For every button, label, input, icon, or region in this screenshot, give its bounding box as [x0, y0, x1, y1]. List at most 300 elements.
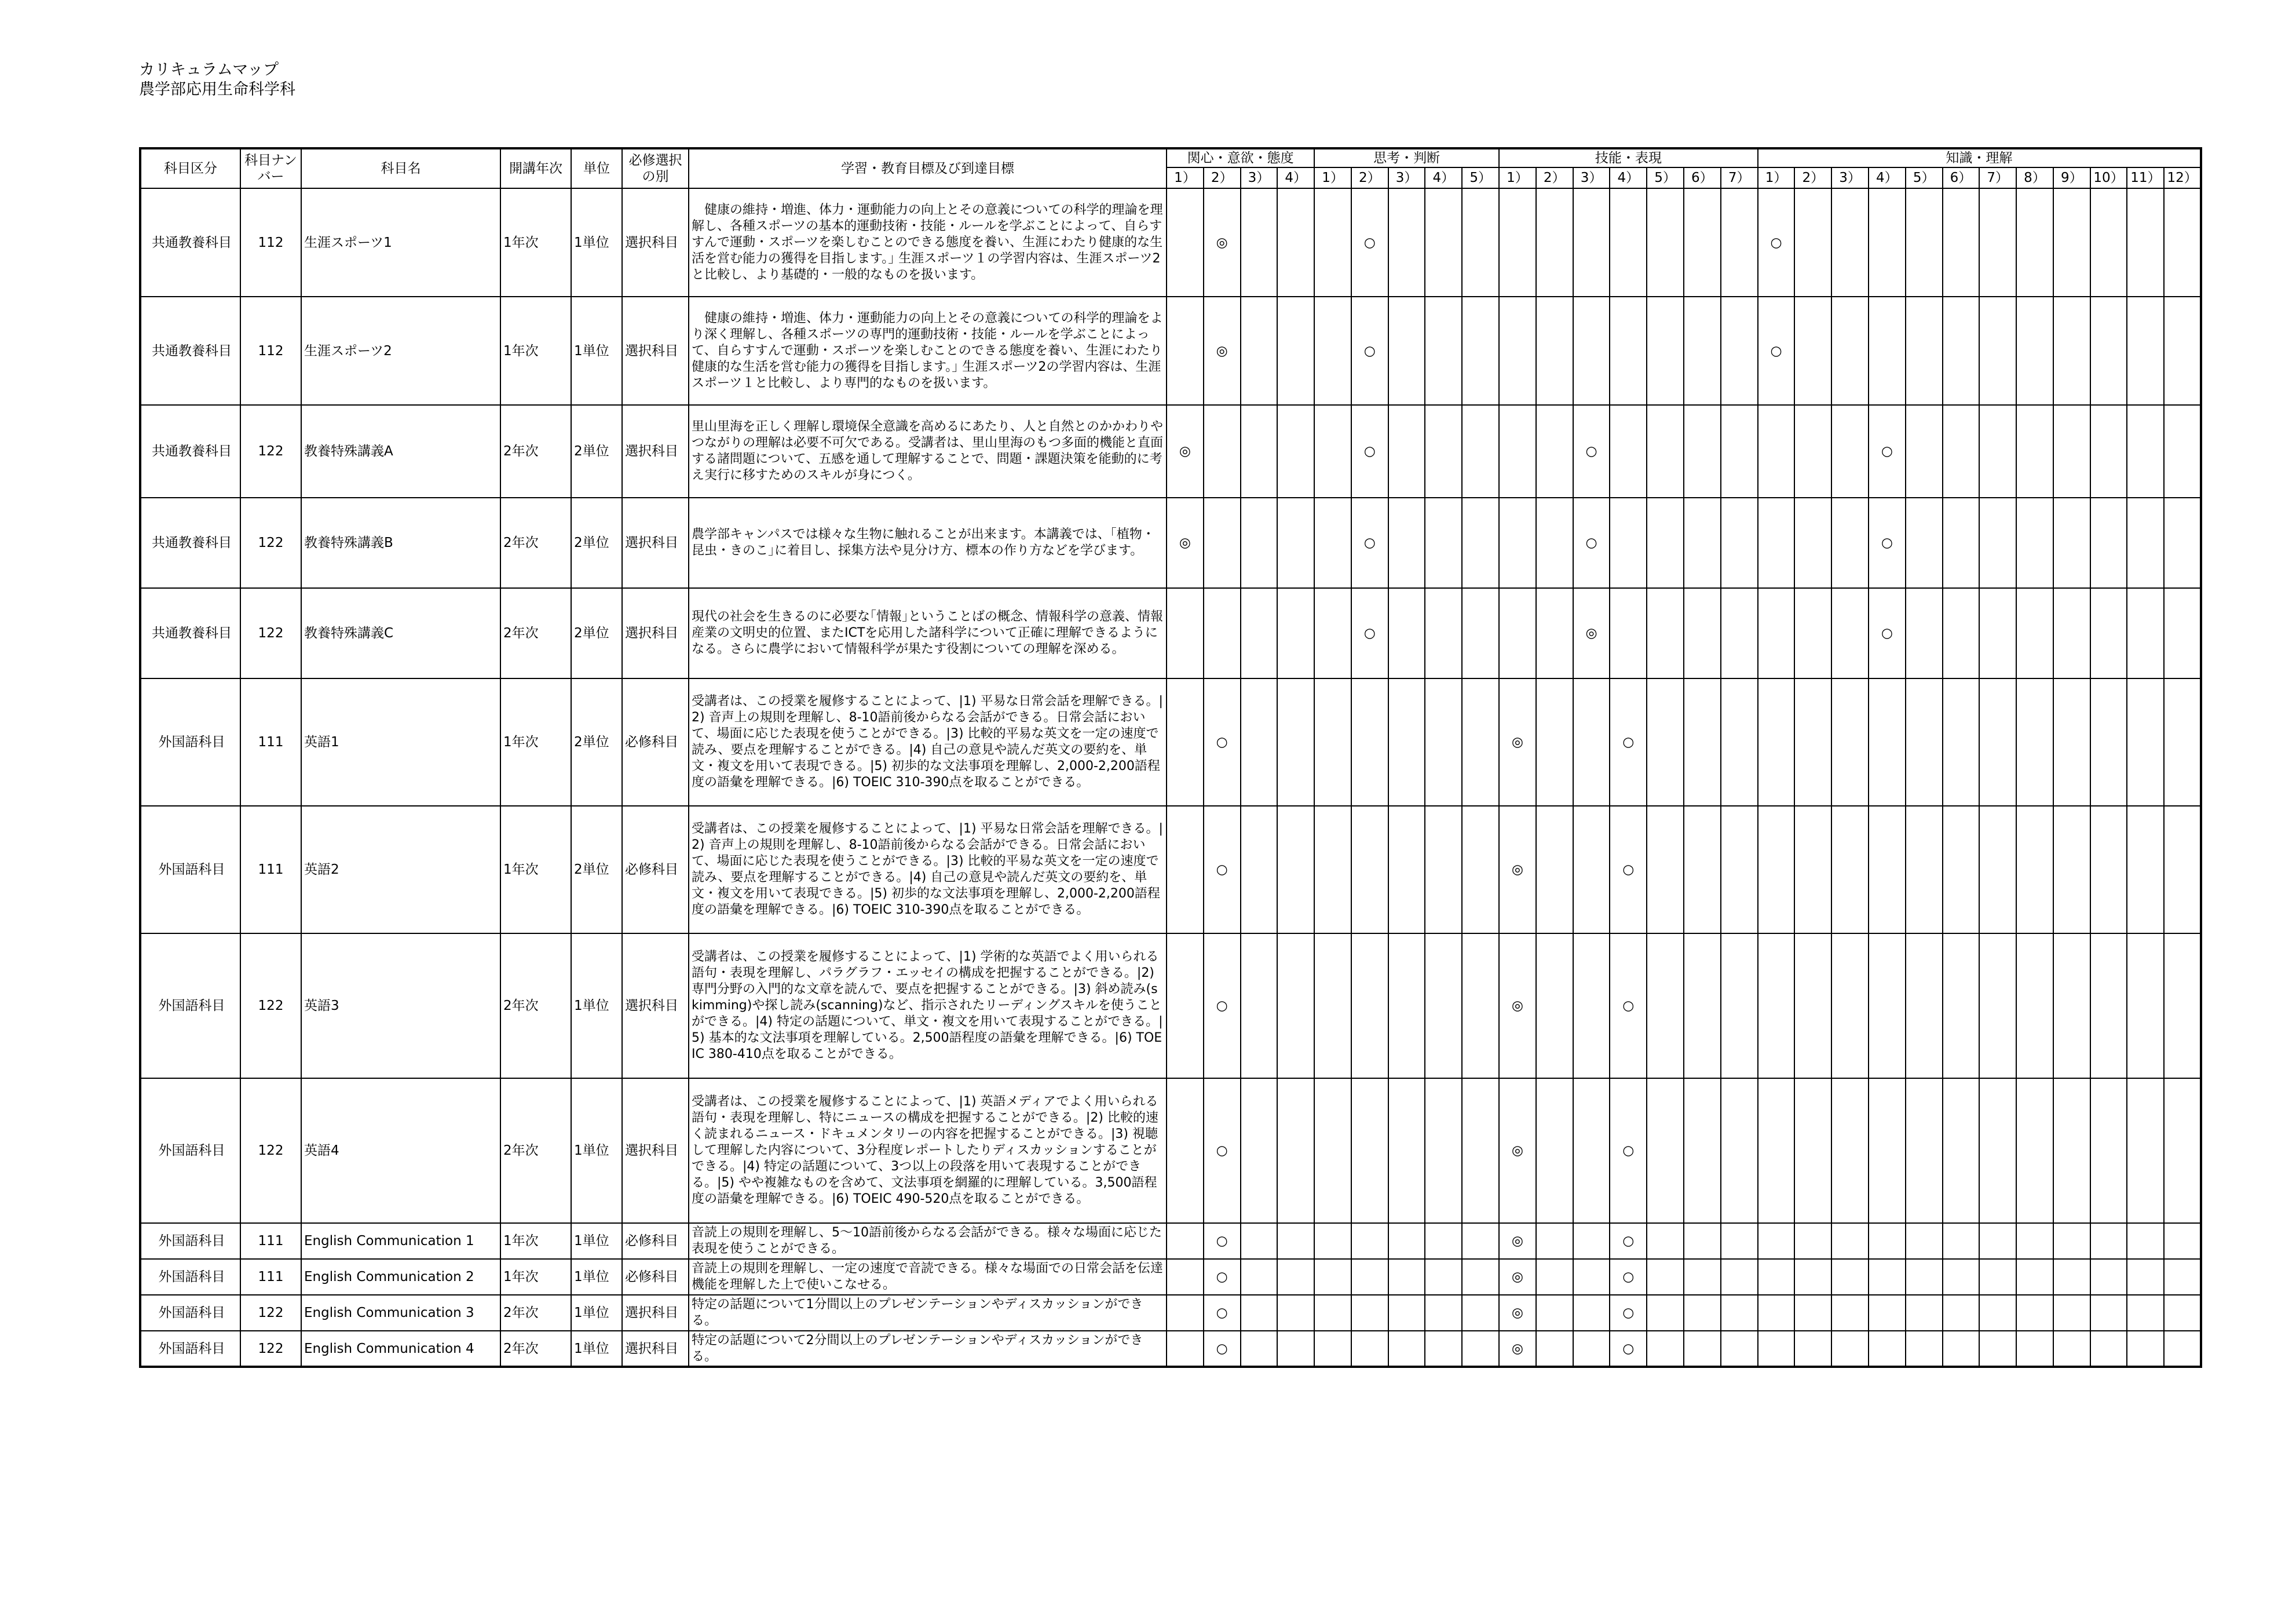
cell-mark — [1241, 1295, 1278, 1331]
cell-mark — [2090, 1078, 2127, 1223]
cell-name: 教養特殊講義B — [301, 498, 500, 588]
cell-mark — [1906, 405, 1943, 498]
cell-mark — [1241, 933, 1278, 1078]
table-row — [140, 297, 2201, 405]
cell-mark — [1869, 806, 1906, 933]
cell-mark — [1906, 1259, 1943, 1295]
cell-mark — [2053, 297, 2090, 405]
cell-number: 111 — [240, 678, 301, 806]
cell-mark — [1869, 678, 1906, 806]
cell-mark: ◎ — [1499, 1295, 1536, 1331]
cell-mark — [1906, 1223, 1943, 1259]
table-row — [140, 1331, 2201, 1367]
cell-credits: 1単位 — [571, 1331, 622, 1367]
cell-mark: ○ — [1204, 1259, 1241, 1295]
header-name: 科目名 — [301, 148, 500, 188]
cell-mark — [1314, 188, 1351, 297]
cell-mark — [1794, 806, 1831, 933]
cell-mark — [1721, 188, 1758, 297]
cell-mark — [1794, 933, 1831, 1078]
cell-mark — [1979, 1295, 2016, 1331]
cell-mark — [2127, 498, 2164, 588]
document-title — [139, 60, 295, 100]
cell-mark — [2016, 188, 2053, 297]
cell-mark — [2053, 1223, 2090, 1259]
cell-mark: ○ — [1351, 188, 1388, 297]
cell-mark — [2164, 188, 2201, 297]
cell-name: 教養特殊講義A — [301, 405, 500, 498]
cell-mark: ◎ — [1204, 297, 1241, 405]
title-line-2: 農学部応用生命科学科 — [139, 81, 295, 98]
cell-mark — [2016, 933, 2053, 1078]
cell-mark — [1979, 1223, 2016, 1259]
cell-mark — [1610, 498, 1647, 588]
cell-mark — [1167, 1295, 1204, 1331]
cell-credits: 2単位 — [571, 405, 622, 498]
cell-objective: 現代の社会を生きるのに必要な｢情報｣ということばの概念、情報科学の意義、情報産業の文明史的位置、またICTを応用した諸科学について正確に理解できるようになる。さらに農学において情報科学が果たす役割についての理解を深める。 — [689, 588, 1167, 678]
cell-mark — [1721, 405, 1758, 498]
header-subitem: 8） — [2016, 167, 2053, 188]
cell-objective: 受講者は、この授業を履修することによって、|1) 平易な日常会話を理解できる。|2) 音声上の規則を理解し、8-10語前後からなる会話ができる。日常会話において、場面に応じた表現を使うことができる。|3) 比較的平易な英文を一定の速度で読み、要点を理解することができる。|4) 自己の意見や読んだ英文の要約を、単文・複文を用いて表現できる。|5) 初歩的な文法事項を理解し、2,000-2,200語程度の語彙を理解できる。|6) TOEIC 310-390点を取ることができる。 — [689, 806, 1167, 933]
cell-mark — [2127, 1259, 2164, 1295]
cell-mark — [1241, 1331, 1278, 1367]
cell-mark — [2090, 806, 2127, 933]
cell-mark — [1869, 297, 1906, 405]
cell-mark — [1979, 405, 2016, 498]
cell-mark — [2127, 1295, 2164, 1331]
cell-mark — [2090, 405, 2127, 498]
cell-required: 必修科目 — [622, 806, 689, 933]
cell-mark — [1831, 1295, 1869, 1331]
cell-category: 外国語科目 — [140, 1295, 240, 1331]
cell-mark — [1204, 588, 1241, 678]
cell-mark — [2053, 588, 2090, 678]
cell-mark — [2053, 1259, 2090, 1295]
cell-year: 2年次 — [500, 498, 571, 588]
cell-credits: 2単位 — [571, 806, 622, 933]
cell-year: 1年次 — [500, 188, 571, 297]
cell-mark — [1684, 1331, 1721, 1367]
cell-mark — [1277, 806, 1314, 933]
cell-category: 共通教養科目 — [140, 297, 240, 405]
table-row — [140, 405, 2201, 498]
header-subitem: 4） — [1869, 167, 1906, 188]
cell-mark — [1943, 1223, 1980, 1259]
cell-mark — [1351, 1078, 1388, 1223]
table-row — [140, 1259, 2201, 1295]
cell-mark — [1462, 806, 1499, 933]
title-line-1: カリキュラムマップ — [139, 61, 279, 79]
cell-mark — [1388, 405, 1425, 498]
cell-mark — [1831, 498, 1869, 588]
cell-mark — [1536, 188, 1573, 297]
cell-mark — [1388, 1295, 1425, 1331]
cell-mark — [1536, 1331, 1573, 1367]
cell-mark — [1721, 1223, 1758, 1259]
cell-mark — [1758, 1331, 1795, 1367]
cell-mark — [2053, 1078, 2090, 1223]
header-required: 必修選択の別 — [622, 148, 689, 188]
cell-mark — [1684, 933, 1721, 1078]
cell-mark — [2053, 498, 2090, 588]
header-subitem: 3） — [1388, 167, 1425, 188]
header-credits: 単位 — [571, 148, 622, 188]
cell-mark — [1388, 1259, 1425, 1295]
cell-mark — [1831, 405, 1869, 498]
cell-mark — [1906, 1295, 1943, 1331]
cell-credits: 1単位 — [571, 933, 622, 1078]
cell-category: 外国語科目 — [140, 678, 240, 806]
cell-mark — [1536, 1223, 1573, 1259]
cell-mark — [1425, 1259, 1462, 1295]
cell-category: 外国語科目 — [140, 806, 240, 933]
header-group-2: 技能・表現 — [1499, 148, 1758, 167]
header-number: 科目ナンバー — [240, 148, 301, 188]
cell-mark — [1721, 806, 1758, 933]
cell-objective: 健康の維持・増進、体力・運動能力の向上とその意義についての科学的理論を理解し、各種スポーツの基本的運動技術・技能・ルールを学ぶことによって、自らすすんで運動・スポーツを楽しむことのできる態度を養い、生涯にわたり健康的な生活を営む能力の獲得を目指します。｣ 生涯スポーツ１の学習内容は、生涯スポーツ2と比較し、より基礎的・一般的なものを扱います。 — [689, 188, 1167, 297]
cell-required: 選択科目 — [622, 1078, 689, 1223]
cell-mark — [1758, 1223, 1795, 1259]
cell-mark — [1351, 678, 1388, 806]
header-subitem: 5） — [1462, 167, 1499, 188]
table-row — [140, 1078, 2201, 1223]
cell-mark — [2164, 933, 2201, 1078]
cell-required: 選択科目 — [622, 1295, 689, 1331]
cell-mark: ○ — [1204, 678, 1241, 806]
cell-mark — [1277, 297, 1314, 405]
cell-mark — [1314, 405, 1351, 498]
cell-mark — [1869, 1259, 1906, 1295]
header-subitem: 1） — [1167, 167, 1204, 188]
cell-mark — [2016, 1223, 2053, 1259]
cell-year: 2年次 — [500, 588, 571, 678]
cell-mark — [2164, 1295, 2201, 1331]
cell-mark — [1906, 588, 1943, 678]
cell-mark — [1277, 1295, 1314, 1331]
cell-mark — [1425, 297, 1462, 405]
header-subitem: 10） — [2090, 167, 2127, 188]
header-subitem: 9） — [2053, 167, 2090, 188]
cell-mark — [1794, 588, 1831, 678]
cell-mark: ○ — [1610, 1331, 1647, 1367]
header-subitem: 5） — [1647, 167, 1684, 188]
cell-mark — [1869, 1078, 1906, 1223]
cell-mark — [1943, 588, 1980, 678]
cell-mark — [1277, 588, 1314, 678]
cell-mark — [1314, 1078, 1351, 1223]
cell-mark — [1758, 1295, 1795, 1331]
cell-mark — [1684, 1259, 1721, 1295]
cell-mark — [1794, 1259, 1831, 1295]
cell-mark — [1277, 1259, 1314, 1295]
table-row — [140, 1295, 2201, 1331]
header-subitem: 4） — [1425, 167, 1462, 188]
cell-mark — [1241, 1078, 1278, 1223]
cell-mark — [1462, 1331, 1499, 1367]
cell-mark — [2127, 1078, 2164, 1223]
cell-mark — [1314, 1259, 1351, 1295]
cell-mark — [1869, 1295, 1906, 1331]
cell-mark — [1388, 678, 1425, 806]
table-row — [140, 806, 2201, 933]
cell-mark — [1425, 498, 1462, 588]
cell-mark — [1425, 806, 1462, 933]
cell-mark — [1758, 588, 1795, 678]
header-group-0: 関心・意欲・態度 — [1167, 148, 1314, 167]
cell-mark: ○ — [1204, 1295, 1241, 1331]
header-year: 開講年次 — [500, 148, 571, 188]
cell-mark — [1351, 1295, 1388, 1331]
cell-mark — [1277, 498, 1314, 588]
cell-mark — [1573, 1295, 1610, 1331]
cell-number: 122 — [240, 1331, 301, 1367]
cell-mark — [1167, 188, 1204, 297]
cell-mark — [1794, 1078, 1831, 1223]
cell-mark — [1684, 297, 1721, 405]
cell-mark: ◎ — [1204, 188, 1241, 297]
cell-mark — [1241, 1259, 1278, 1295]
cell-mark — [1831, 588, 1869, 678]
header-group-3: 知識・理解 — [1758, 148, 2201, 167]
cell-mark — [1462, 1295, 1499, 1331]
cell-mark — [1573, 806, 1610, 933]
cell-category: 共通教養科目 — [140, 588, 240, 678]
cell-mark — [1831, 806, 1869, 933]
cell-number: 112 — [240, 297, 301, 405]
cell-mark: ○ — [1758, 297, 1795, 405]
cell-mark — [1536, 1259, 1573, 1295]
cell-objective: 受講者は、この授業を履修することによって、|1) 英語メディアでよく用いられる語句・表現を理解し、特にニュースの構成を把握することができる。|2) 比較的速く読まれるニュース・ドキュメンタリーの内容を把握することができる。|3) 視聴して理解した内容について、3分程度レポートしたりディスカッションすることができる。|4) 特定の話題について、3つ以上の段落を用いて表現することができる。|5) やや複雑なものを含めて、文法事項を網羅的に理解している。3,500語程度の語彙を理解できる。|6) TOEIC 490-520点を取ることができる。 — [689, 1078, 1167, 1223]
cell-mark: ○ — [1204, 1331, 1241, 1367]
cell-mark — [1277, 678, 1314, 806]
cell-mark: ○ — [1610, 1078, 1647, 1223]
cell-mark — [1351, 1223, 1388, 1259]
cell-mark — [1573, 933, 1610, 1078]
cell-required: 選択科目 — [622, 498, 689, 588]
cell-mark — [1721, 588, 1758, 678]
cell-mark — [1647, 806, 1684, 933]
cell-mark — [1314, 806, 1351, 933]
cell-mark — [1388, 1223, 1425, 1259]
cell-mark — [1943, 1078, 1980, 1223]
cell-mark — [1314, 297, 1351, 405]
cell-mark — [1425, 588, 1462, 678]
cell-mark — [2053, 405, 2090, 498]
cell-mark — [2127, 1331, 2164, 1367]
cell-objective: 特定の話題について2分間以上のプレゼンテーションやディスカッションができる。 — [689, 1331, 1167, 1367]
cell-mark — [1277, 188, 1314, 297]
cell-mark — [1943, 933, 1980, 1078]
cell-mark — [1906, 806, 1943, 933]
cell-mark — [1758, 678, 1795, 806]
cell-mark: ○ — [1610, 933, 1647, 1078]
cell-required: 必修科目 — [622, 678, 689, 806]
cell-mark — [1351, 806, 1388, 933]
cell-mark — [1536, 933, 1573, 1078]
cell-mark — [1647, 1259, 1684, 1295]
cell-mark — [1831, 933, 1869, 1078]
cell-mark: ○ — [1573, 498, 1610, 588]
header-subitem: 1） — [1314, 167, 1351, 188]
cell-category: 外国語科目 — [140, 1331, 240, 1367]
cell-mark — [2090, 1295, 2127, 1331]
cell-year: 1年次 — [500, 297, 571, 405]
cell-mark — [1388, 297, 1425, 405]
cell-category: 共通教養科目 — [140, 188, 240, 297]
cell-required: 必修科目 — [622, 1223, 689, 1259]
cell-category: 外国語科目 — [140, 1078, 240, 1223]
cell-mark — [1943, 405, 1980, 498]
cell-category: 共通教養科目 — [140, 405, 240, 498]
cell-mark — [2164, 1259, 2201, 1295]
cell-mark — [1831, 1078, 1869, 1223]
cell-mark — [2090, 188, 2127, 297]
cell-number: 122 — [240, 1295, 301, 1331]
cell-category: 共通教養科目 — [140, 498, 240, 588]
cell-mark: ○ — [1610, 1259, 1647, 1295]
cell-mark — [1943, 498, 1980, 588]
cell-mark — [2164, 297, 2201, 405]
cell-mark — [1462, 588, 1499, 678]
cell-mark — [1241, 498, 1278, 588]
cell-mark — [1167, 1259, 1204, 1295]
cell-mark — [2053, 933, 2090, 1078]
cell-mark: ◎ — [1499, 806, 1536, 933]
cell-number: 122 — [240, 498, 301, 588]
cell-mark — [1943, 1295, 1980, 1331]
cell-mark — [1869, 188, 1906, 297]
header-subitem: 2） — [1351, 167, 1388, 188]
cell-mark — [1388, 933, 1425, 1078]
cell-mark — [1647, 1331, 1684, 1367]
header-subitem: 2） — [1794, 167, 1831, 188]
header-subitem: 6） — [1943, 167, 1980, 188]
cell-mark — [2090, 588, 2127, 678]
cell-mark — [1684, 1295, 1721, 1331]
cell-mark — [1573, 297, 1610, 405]
cell-objective: 里山里海を正しく理解し環境保全意識を高めるにあたり、人と自然とのかかわりやつながりの理解は必要不可欠である。受講者は、里山里海のもつ多面的機能と直面する諸問題について、五感を通して理解することで、問題・課題決策を能動的に考え実行に移すためのスキルが身につく。 — [689, 405, 1167, 498]
cell-credits: 1単位 — [571, 188, 622, 297]
cell-mark — [1499, 297, 1536, 405]
cell-mark — [1167, 933, 1204, 1078]
cell-mark — [1794, 297, 1831, 405]
cell-mark — [2090, 1331, 2127, 1367]
cell-mark — [1758, 1259, 1795, 1295]
cell-mark — [1314, 1223, 1351, 1259]
cell-mark — [1979, 933, 2016, 1078]
header-subitem: 2） — [1536, 167, 1573, 188]
cell-number: 122 — [240, 588, 301, 678]
cell-mark: ◎ — [1499, 1331, 1536, 1367]
header-subitem: 7） — [1721, 167, 1758, 188]
cell-mark — [2016, 1295, 2053, 1331]
cell-mark — [1831, 1259, 1869, 1295]
header-subitem: 3） — [1241, 167, 1278, 188]
header-subitem: 1） — [1758, 167, 1795, 188]
cell-mark: ◎ — [1499, 1078, 1536, 1223]
cell-number: 122 — [240, 405, 301, 498]
cell-required: 選択科目 — [622, 933, 689, 1078]
cell-mark: ○ — [1351, 405, 1388, 498]
cell-mark — [2016, 405, 2053, 498]
cell-mark — [1794, 678, 1831, 806]
cell-year: 1年次 — [500, 806, 571, 933]
cell-year: 1年次 — [500, 678, 571, 806]
cell-mark — [1794, 498, 1831, 588]
cell-mark — [1462, 933, 1499, 1078]
cell-credits: 1単位 — [571, 1295, 622, 1331]
cell-mark — [2090, 1223, 2127, 1259]
cell-mark — [1979, 188, 2016, 297]
cell-mark — [1167, 1223, 1204, 1259]
cell-name: 教養特殊講義C — [301, 588, 500, 678]
cell-credits: 2単位 — [571, 588, 622, 678]
cell-name: 英語3 — [301, 933, 500, 1078]
cell-mark — [1647, 1295, 1684, 1331]
cell-mark — [1314, 1331, 1351, 1367]
header-subitem: 11） — [2127, 167, 2164, 188]
cell-mark — [2164, 1223, 2201, 1259]
cell-mark — [1721, 678, 1758, 806]
cell-name: English Communication 4 — [301, 1331, 500, 1367]
cell-mark — [1536, 498, 1573, 588]
cell-mark: ◎ — [1573, 588, 1610, 678]
cell-mark: ○ — [1204, 1078, 1241, 1223]
cell-mark — [1462, 1259, 1499, 1295]
cell-mark — [1943, 188, 1980, 297]
cell-mark — [1204, 498, 1241, 588]
cell-required: 選択科目 — [622, 405, 689, 498]
cell-mark — [1979, 588, 2016, 678]
cell-mark: ○ — [1610, 806, 1647, 933]
cell-mark — [1943, 678, 1980, 806]
cell-mark — [1794, 1295, 1831, 1331]
cell-mark — [1647, 498, 1684, 588]
cell-mark — [1610, 588, 1647, 678]
cell-mark — [1758, 498, 1795, 588]
cell-mark: ○ — [1610, 678, 1647, 806]
cell-mark — [1388, 188, 1425, 297]
cell-mark — [1167, 806, 1204, 933]
cell-mark — [2164, 498, 2201, 588]
cell-mark — [1536, 1295, 1573, 1331]
cell-mark — [2016, 1259, 2053, 1295]
cell-mark: ○ — [1869, 405, 1906, 498]
cell-credits: 1単位 — [571, 1259, 622, 1295]
cell-mark — [1684, 678, 1721, 806]
header-subitem: 7） — [1979, 167, 2016, 188]
cell-mark — [1167, 1331, 1204, 1367]
cell-mark — [2053, 188, 2090, 297]
cell-mark — [1351, 1331, 1388, 1367]
cell-required: 選択科目 — [622, 1331, 689, 1367]
cell-mark — [2016, 806, 2053, 933]
cell-mark — [1721, 297, 1758, 405]
cell-year: 2年次 — [500, 1331, 571, 1367]
cell-mark — [1462, 188, 1499, 297]
cell-mark — [1167, 297, 1204, 405]
cell-mark — [1425, 1223, 1462, 1259]
curriculum-map-table — [139, 147, 2202, 1368]
cell-objective: 健康の維持・増進、体力・運動能力の向上とその意義についての科学的理論をより深く理解し、各種スポーツの専門的運動技術・技能・ルールを学ぶことによって、自らすすんで運動・スポーツを楽しむことのできる態度を養い、生涯にわたり健康的な生活を営む能力の獲得を目指します。｣ 生涯スポーツ2の学習内容は、生涯スポーツ１と比較し、より専門的なものを扱います。 — [689, 297, 1167, 405]
cell-mark — [1388, 1331, 1425, 1367]
header-subitem: 3） — [1573, 167, 1610, 188]
cell-mark — [2016, 1331, 2053, 1367]
cell-mark — [1979, 1331, 2016, 1367]
cell-mark: ○ — [1204, 806, 1241, 933]
cell-number: 122 — [240, 933, 301, 1078]
cell-mark — [1573, 188, 1610, 297]
